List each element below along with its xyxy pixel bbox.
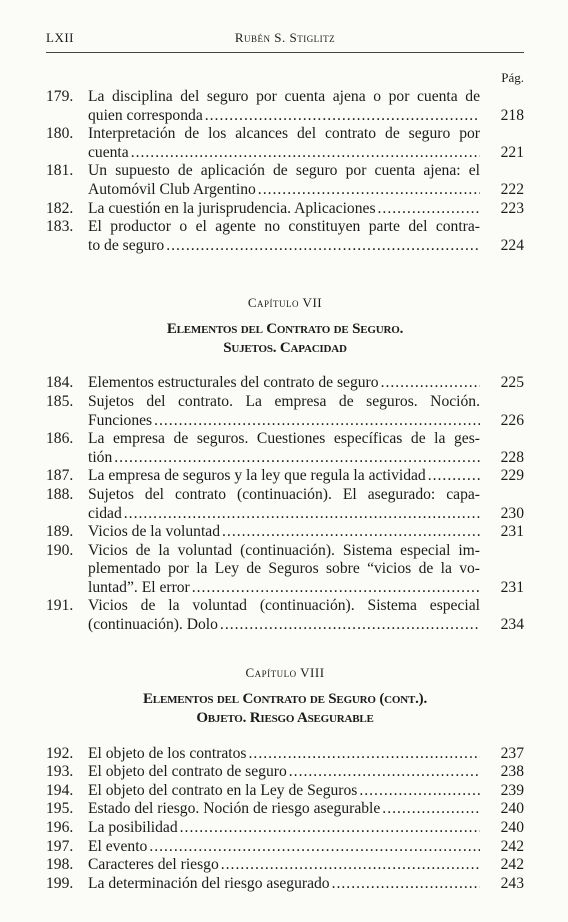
entry-last-line [88, 838, 480, 857]
entry-last-line [88, 819, 480, 838]
dot-leader [249, 745, 480, 764]
dot-leader [166, 237, 480, 256]
entry-last-line [88, 763, 480, 782]
entry-title-end: Automóvil Club Argentino [88, 180, 256, 198]
page-header [46, 30, 524, 50]
entry-last-line [88, 800, 480, 819]
entry-number: 195. [46, 800, 74, 818]
toc-entry [46, 200, 524, 219]
dot-leader [258, 181, 480, 200]
entry-title-end: El objeto del contrato de seguro [88, 763, 287, 781]
entry-page-number: 238 [500, 763, 524, 781]
entry-last-line [88, 467, 480, 486]
entry-last-line [88, 107, 480, 126]
entry-title-line: La disciplina del seguro por cuenta ajena o por cuenta de [88, 88, 480, 105]
dot-leader [114, 449, 480, 468]
entry-title-end: El objeto de los contratos [88, 744, 247, 762]
entry-title-line: Vicios de la voluntad (continuación). Sistema especial [88, 597, 480, 615]
entry-last-line [88, 144, 480, 163]
entry-number: 183. [46, 218, 74, 236]
entry-title-end: to de seguro [88, 236, 165, 254]
header-rule [46, 52, 524, 53]
chapter-title-line-2: Objeto. Riesgo Asegurable [196, 709, 374, 726]
dot-leader [382, 800, 480, 819]
entry-number: 188. [46, 485, 74, 503]
entry-last-line [88, 505, 480, 524]
entry-title-end: quien corresponda [88, 106, 203, 124]
chapter-title-line-1: Elementos del Contrato de Seguro. [166, 321, 404, 338]
toc-entry [46, 856, 524, 875]
entry-number: 179. [46, 88, 74, 105]
entry-title-end: tión [88, 448, 113, 466]
toc-entry [46, 819, 524, 838]
entry-page-number: 226 [500, 411, 524, 429]
dot-leader [359, 782, 480, 801]
entry-number: 181. [46, 162, 74, 180]
toc-entry [46, 597, 524, 634]
dot-leader [381, 374, 480, 393]
toc-entry [46, 782, 524, 801]
entry-title-end: El evento [88, 837, 148, 855]
entry-last-line [88, 374, 480, 393]
entry-title-end: Vicios de la voluntad [88, 523, 221, 541]
entry-number: 193. [46, 763, 74, 781]
folio: LXII [46, 30, 74, 45]
toc-entry [46, 542, 524, 598]
entry-last-line [88, 237, 480, 256]
entry-title-line: La empresa de seguros. Cuestiones específicas de la ges- [88, 430, 480, 448]
toc-entry [46, 838, 524, 857]
entry-page-number: 234 [500, 616, 524, 634]
entry-number: 190. [46, 541, 74, 559]
entry-page-number: 231 [500, 578, 524, 596]
dot-leader [192, 579, 480, 598]
entry-page-number: 228 [500, 448, 524, 466]
entry-title-end: La cuestión en la jurisprudencia. Aplicaciones [88, 199, 376, 217]
entry-number: 184. [46, 374, 74, 392]
entry-title-end: Caracteres del riesgo [88, 856, 219, 874]
chapter-title-line-1: Elementos del Contrato de Seguro (cont.). [143, 690, 427, 707]
dot-leader [222, 523, 480, 542]
entry-page-number: 225 [500, 374, 524, 392]
entry-last-line [88, 782, 480, 801]
entry-title-end: El objeto del contrato en la Ley de Seguros [88, 781, 358, 799]
entry-page-number: 222 [500, 180, 524, 198]
entry-title-end: La posibilidad [88, 819, 178, 837]
entry-page-number: 223 [500, 199, 524, 217]
entry-last-line [88, 412, 480, 431]
entry-page-number: 229 [500, 467, 524, 485]
entry-title-line: plementado por la Ley de Seguros sobre “vicios de la vo- [88, 560, 480, 578]
dot-leader [149, 838, 480, 857]
entry-last-line [88, 579, 480, 598]
entry-page-number: 240 [500, 819, 524, 837]
toc-entry [46, 393, 524, 430]
chapter-7-heading [46, 295, 524, 358]
entry-page-number: 239 [500, 781, 524, 799]
entry-title-end: Elementos estructurales del contrato de seguro [88, 374, 379, 392]
toc-group-chapter-8 [46, 745, 524, 894]
entry-page-number: 242 [500, 856, 524, 874]
entry-page-number: 218 [500, 106, 524, 124]
entry-title-line: El productor o el agente no constituyen parte del contra- [88, 218, 480, 236]
running-title: Rubén S. Stiglitz [234, 30, 336, 45]
dot-leader [378, 200, 480, 219]
dot-leader [180, 819, 480, 838]
entry-number: 182. [46, 199, 74, 217]
chapter-8-heading [46, 665, 524, 728]
entry-title-end: luntad”. El error [88, 578, 190, 596]
entry-last-line [88, 200, 480, 219]
entry-page-number: 230 [500, 504, 524, 522]
toc-entry [46, 374, 524, 393]
dot-leader [131, 144, 480, 163]
entry-last-line [88, 856, 480, 875]
entry-page-number: 240 [500, 800, 524, 818]
entry-title-end: La determinación del riesgo asegurado [88, 874, 330, 892]
entry-title-line: Sujetos del contrato. La empresa de seguros. Noción. [88, 392, 480, 410]
toc-entry [46, 486, 524, 523]
entry-number: 194. [46, 781, 74, 799]
entry-last-line [88, 875, 480, 894]
toc-entry [46, 875, 524, 894]
entry-last-line [88, 523, 480, 542]
entry-number: 185. [46, 392, 74, 410]
entry-page-number: 224 [500, 236, 524, 254]
dot-leader [154, 412, 480, 431]
entry-title-line: Sujetos del contrato (continuación). El asegurado: capa- [88, 485, 480, 503]
page-column-label: Pág. [501, 70, 524, 85]
table-of-contents [46, 88, 524, 893]
dot-leader [220, 616, 480, 635]
entry-page-number: 242 [500, 837, 524, 855]
entry-number: 180. [46, 125, 74, 143]
chapter-label: Capítulo VII [247, 295, 323, 311]
entry-last-line [88, 745, 480, 764]
toc-group-chapter-7 [46, 374, 524, 634]
entry-last-line [88, 616, 480, 635]
entry-number: 186. [46, 430, 74, 448]
toc-entry [46, 745, 524, 764]
toc-entry [46, 800, 524, 819]
dot-leader [289, 763, 480, 782]
entry-number: 187. [46, 467, 74, 485]
toc-entry [46, 467, 524, 486]
entry-title-end: cuenta [88, 143, 129, 161]
entry-title-end: Funciones [88, 411, 153, 429]
chapter-label: Capítulo VIII [245, 664, 325, 680]
entry-number: 191. [46, 597, 74, 615]
toc-entry [46, 218, 524, 255]
entry-page-number: 243 [500, 874, 524, 892]
entry-number: 197. [46, 837, 74, 855]
entry-title-end: Estado del riesgo. Noción de riesgo asegurable [88, 800, 381, 818]
toc-entry [46, 763, 524, 782]
entry-number: 196. [46, 819, 74, 837]
toc-entry [46, 430, 524, 467]
toc-entry [46, 125, 524, 162]
entry-last-line [88, 181, 480, 200]
entry-page-number: 231 [500, 523, 524, 541]
dot-leader [332, 875, 480, 894]
dot-leader [221, 856, 480, 875]
entry-number: 199. [46, 874, 74, 892]
entry-title-end: (continuación). Dolo [88, 616, 218, 634]
entry-page-number: 237 [500, 744, 524, 762]
toc-entry [46, 162, 524, 199]
dot-leader [428, 467, 480, 486]
entry-last-line [88, 449, 480, 468]
toc-entry [46, 523, 524, 542]
entry-number: 192. [46, 744, 74, 762]
entry-title-end: La empresa de seguros y la ley que regula la actividad [88, 467, 426, 485]
toc-group-chapter-6 [46, 88, 524, 255]
dot-leader [124, 505, 480, 524]
entry-title-line: Vicios de la voluntad (continuación). Sistema especial im- [88, 541, 480, 559]
entry-title-line: Interpretación de los alcances del contrato de seguro por [88, 125, 480, 143]
entry-number: 198. [46, 856, 74, 874]
entry-title-line: Un supuesto de aplicación de seguro por cuenta ajena: el [88, 162, 480, 180]
dot-leader [205, 107, 480, 126]
entry-title-end: cidad [88, 504, 122, 522]
entry-page-number: 221 [500, 143, 524, 161]
entry-number: 189. [46, 523, 74, 541]
toc-entry [46, 88, 524, 125]
chapter-title-line-2: Sujetos. Capacidad [223, 340, 347, 357]
